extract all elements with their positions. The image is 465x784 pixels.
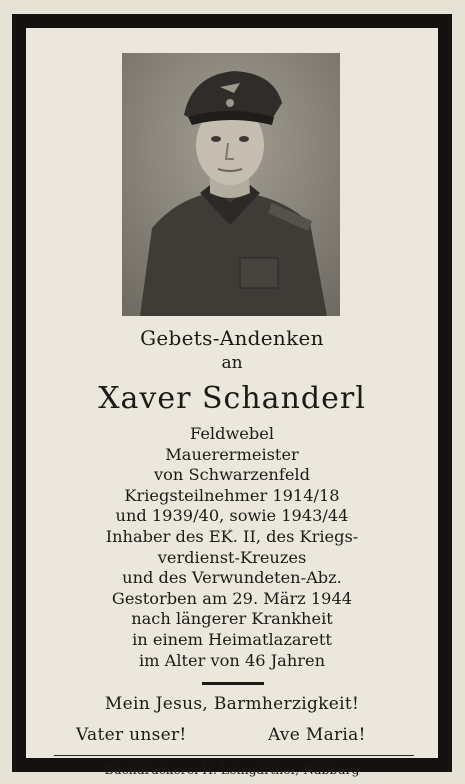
deceased-name: Xaver Schanderl	[98, 381, 366, 416]
rank-line: Feldwebel	[189, 424, 275, 443]
death-date-line: Gestorben am 29. März 1944	[111, 588, 353, 608]
cause-line: nach längerer Krankheit	[131, 609, 333, 629]
decoration-line-2: verdienst-Kreuzes	[157, 547, 307, 567]
portrait-photo	[122, 53, 340, 316]
decoration-line-3: und des Verwundeten-Abz.	[122, 568, 342, 588]
place-line: in einem Heimatlazarett	[132, 629, 332, 649]
prayer-line-1: Mein Jesus, Barmherzigkeit!	[104, 694, 360, 714]
printer-rule-top	[54, 755, 414, 756]
hometown-line: von Schwarzenfeld	[154, 465, 310, 485]
biography-text	[26, 424, 438, 671]
divider	[202, 682, 264, 685]
service-line-2: und 1939/40, sowie 1943/44	[115, 506, 349, 526]
connector-word: an	[221, 353, 243, 373]
decoration-line-1: Inhaber des EK. II, des Kriegs-	[105, 526, 359, 546]
prayer-ave-maria: Ave Maria!	[268, 725, 366, 745]
black-mourning-border	[12, 14, 452, 777]
soldier-portrait-image	[122, 53, 340, 316]
service-line-1: Kriegsteilnehmer 1914/18	[124, 485, 340, 505]
heading: Gebets-Andenken	[140, 326, 324, 350]
prayer-vater-unser: Vater unser!	[76, 725, 187, 745]
printer-imprint: Buchdruckerei H. Leingärtner, Nabburg	[104, 762, 360, 777]
profession-line: Mauerermeister	[165, 444, 299, 464]
age-line: im Alter von 46 Jahren	[138, 650, 326, 670]
